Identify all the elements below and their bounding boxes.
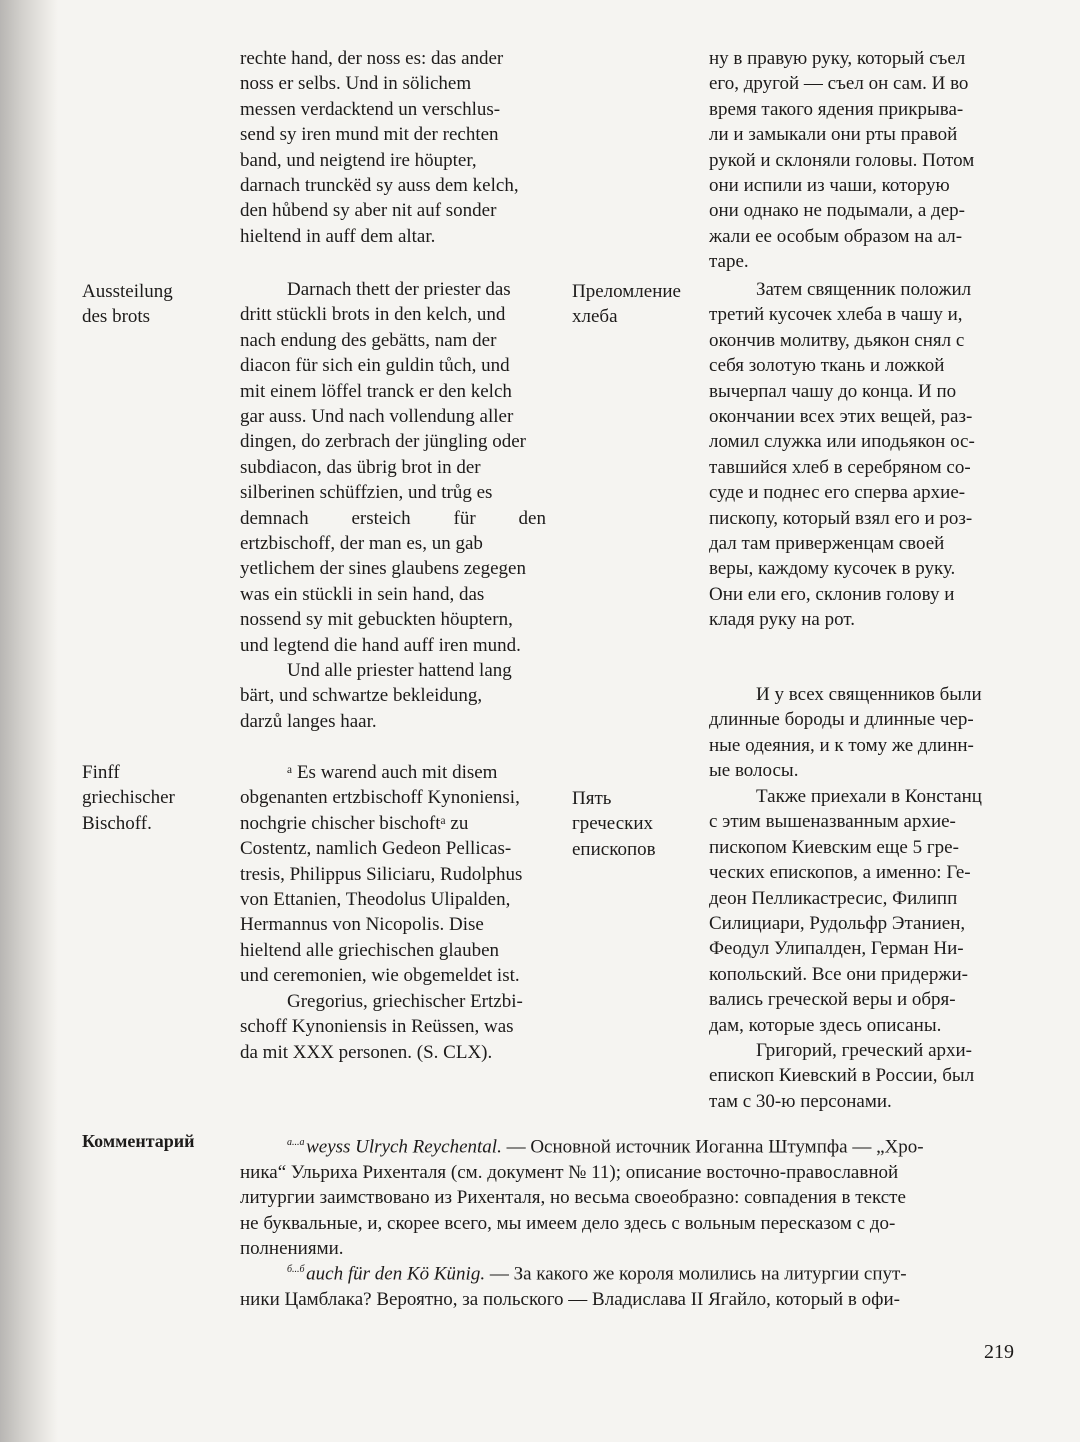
text-line: ломил служка или иподьякон ос- [709, 431, 975, 453]
text-line: время такого ядения прикрыва- [709, 98, 964, 120]
text-line: Hermannus von Nicopolis. Dise [240, 914, 484, 936]
commentary-paragraph-1 [240, 1130, 1018, 1261]
text-line: Феодул Улипалден, Герман Ни- [709, 938, 964, 960]
german-margin-note-bishops [82, 760, 222, 836]
text-line: ertzbischoff, der man es, un gab [240, 533, 483, 555]
text-line: diacon für sich ein guldin tůch, und [240, 355, 510, 377]
text-line: рукой и склоняли головы. Потом [709, 149, 975, 171]
text-fragment: — За какого же короля молились на литургии спут- [485, 1263, 907, 1285]
text-line: литургии заимствовано из Рихенталя, но весьма своеобразно: совпадения в тексте [240, 1187, 906, 1209]
quoted-source: auch für den Kö Künig. [306, 1263, 486, 1285]
german-block-5 [240, 989, 546, 1065]
text-line: И у всех священников были [756, 684, 982, 705]
text-line: ну в правую руку, который съел [709, 48, 966, 69]
text-line: веры, каждому кусочек в руку. [709, 558, 956, 580]
text-line: кладя руку на рот. [709, 609, 855, 631]
text-line: den hůbend sy aber nit auf sonder [240, 200, 497, 222]
text-line: ческих епископов, а именно: Ге- [709, 862, 971, 884]
text-line: obgenanten ertzbischoff Kynoniensi, [240, 787, 520, 809]
text-line: hieltend in auff dem altar. [240, 225, 436, 247]
text-line: копольский. Все они придержи- [709, 963, 968, 985]
text-line: Также приехали в Констанц [756, 786, 982, 807]
text-line: Aussteilung [82, 281, 173, 302]
text-line: darnach trunckëd sy auss dem kelch, [240, 175, 519, 197]
text-line: Und alle priester hattend lang [287, 660, 512, 681]
text-line: пископу, который взял его и роз- [709, 507, 973, 529]
russian-margin-note-bread [572, 279, 707, 330]
text-line: und legtend die hand auff iren mund. [240, 634, 521, 656]
text-line: вались греческой веры и обря- [709, 989, 956, 1011]
text-line: Затем священник положил [756, 279, 972, 300]
text-line: окончив молитву, дьякон снял с [709, 329, 965, 351]
page-number: 219 [984, 1341, 1014, 1363]
text-fragment: — Основной источник Иоганна Штумпфа — „Хро- [501, 1136, 924, 1158]
german-block-4 [240, 760, 546, 989]
german-block-1 [240, 46, 546, 249]
text-line [240, 1257, 1018, 1287]
text-line: они испили из чаши, которую [709, 175, 950, 197]
text-line: ли и замыкали они рты правой [709, 124, 958, 146]
text-line: не буквальные, и, скорее всего, мы имеем дело здесь с вольным пересказом с до- [240, 1212, 896, 1234]
german-margin-note-bread [82, 279, 222, 330]
text-line: nossend sy mit gebuckten höuptern, [240, 609, 513, 631]
text-line: себя золотую ткань и ложкой [709, 355, 945, 377]
page-gutter-shadow [0, 0, 58, 1442]
text-line: полнениями. [240, 1237, 344, 1259]
text-line: Пять [572, 788, 612, 809]
russian-margin-note-bishops [572, 786, 707, 862]
text-line: yetlichem der sines glaubens zegegen [240, 558, 526, 580]
text-line: епископ Киевский в России, был [709, 1065, 975, 1087]
text-line: Преломление [572, 281, 681, 302]
text-line: они однако не подымали, а дер- [709, 200, 965, 222]
text-line: darzů langes haar. [240, 710, 377, 732]
text-line: da mit XXX personen. (S. CLX). [240, 1041, 493, 1063]
text-line: Григорий, греческий архи- [756, 1040, 973, 1061]
text-line: rechte hand, der noss es: das ander [240, 48, 504, 69]
text-line: ника“ Ульриха Рихенталя (см. документ № 11); описание восточно-православной [240, 1161, 899, 1183]
text-line: жали ее особым образом на ал- [709, 225, 963, 247]
text-line: Силициари, Рудольфр Этаниен, [709, 913, 966, 935]
footnote-marker: а...а [287, 1137, 305, 1148]
text-line: silberinen schüffzien, und trůg es [240, 482, 493, 504]
text-line [240, 1130, 1018, 1160]
text-line: его, другой — съел он сам. И во [709, 73, 969, 95]
text-line: греческих [572, 813, 654, 835]
footnote-marker: б...б [287, 1264, 305, 1275]
text-line: Bischoff. [82, 812, 152, 834]
text-line: дал там приверженцам своей [709, 533, 945, 555]
text-line: schoff Kynoniensis in Reüssen, was [240, 1016, 514, 1038]
text-line: hieltend alle griechischen glauben [240, 939, 500, 961]
text-line: und ceremonien, wie obgemeldet ist. [240, 965, 520, 987]
text-line: dritt stückli brots in den kelch, und [240, 304, 506, 326]
text-line: des brots [82, 306, 151, 328]
text-line: mit einem löffel tranck er den kelch [240, 380, 512, 402]
text-line: Finff [82, 762, 120, 783]
russian-block-1 [709, 46, 1018, 275]
text-line: ные одеяния, и к тому же длинн- [709, 734, 974, 756]
text-line: ники Цамблака? Вероятно, за польского — Владислава II Ягайло, который в офи- [240, 1288, 900, 1310]
text-line: суде и поднес его сперва архие- [709, 482, 966, 504]
german-block-3 [240, 658, 546, 734]
text-line: subdiacon, das übrig brot in der [240, 456, 481, 478]
russian-block-4 [709, 784, 1018, 1038]
text-line: Costentz, namlich Gedeon Pellicas- [240, 838, 512, 860]
text-line: с этим вышеназванным архие- [709, 811, 956, 833]
text-line: вычерпал чашу до конца. И по [709, 380, 957, 402]
russian-block-3 [709, 682, 1018, 784]
commentary-paragraph-2 [240, 1257, 1018, 1312]
text-line: noss er selbs. Und in sölichem [240, 73, 472, 95]
text-line: третий кусочек хлеба в чашу и, [709, 304, 963, 326]
text-line: Они ели его, склонив голову и [709, 583, 955, 605]
text-line: send sy iren mund mit der rechten [240, 124, 499, 146]
german-block-2 [240, 277, 546, 658]
text-line: Gregorius, griechischer Ertzbi- [287, 991, 523, 1012]
text-line: там с 30-ю персонами. [709, 1090, 892, 1112]
text-line: хлеба [572, 306, 618, 328]
text-line: пископом Киевским еще 5 гре- [709, 836, 959, 858]
russian-block-2 [709, 277, 1018, 633]
text-line: griechischer [82, 787, 175, 809]
text-line: nochgrie chischer bischoftᵃ zu [240, 812, 469, 834]
text-line: bärt, und schwartze bekleidung, [240, 685, 483, 707]
text-line: demnach ersteich für den [240, 507, 546, 529]
text-line: Darnach thett der priester das [287, 279, 511, 300]
text-line: nach endung des gebätts, nam der [240, 329, 497, 351]
text-line: band, und neigtend ire höupter, [240, 149, 477, 171]
text-line: деон Пелликастресис, Филипп [709, 887, 958, 909]
quoted-source: weyss Ulrych Reychental. [306, 1136, 502, 1158]
text-line: was ein stückli in sein hand, das [240, 583, 485, 605]
text-line: gar auss. Und nach vollendung aller [240, 406, 514, 428]
text-line: епископов [572, 838, 656, 860]
text-line: таре. [709, 251, 749, 273]
text-line: дам, которые здесь описаны. [709, 1014, 942, 1036]
russian-block-5 [709, 1038, 1018, 1114]
text-line: messen verdacktend un verschlus- [240, 98, 501, 120]
text-line: ᵃ Es warend auch mit disem [287, 762, 498, 783]
text-line: dingen, do zerbrach der jüngling oder [240, 431, 526, 453]
text-line: tresis, Philippus Siliciaru, Rudolphus [240, 863, 523, 885]
text-line: тавшийся хлеб в серебряном со- [709, 456, 971, 478]
text-line: ые волосы. [709, 760, 799, 782]
text-line: окончании всех этих вещей, раз- [709, 406, 973, 428]
text-line: длинные бороды и длинные чер- [709, 709, 974, 731]
commentary-heading: Комментарий [82, 1131, 195, 1151]
text-line: von Ettanien, Theodolus Ulipalden, [240, 889, 511, 911]
